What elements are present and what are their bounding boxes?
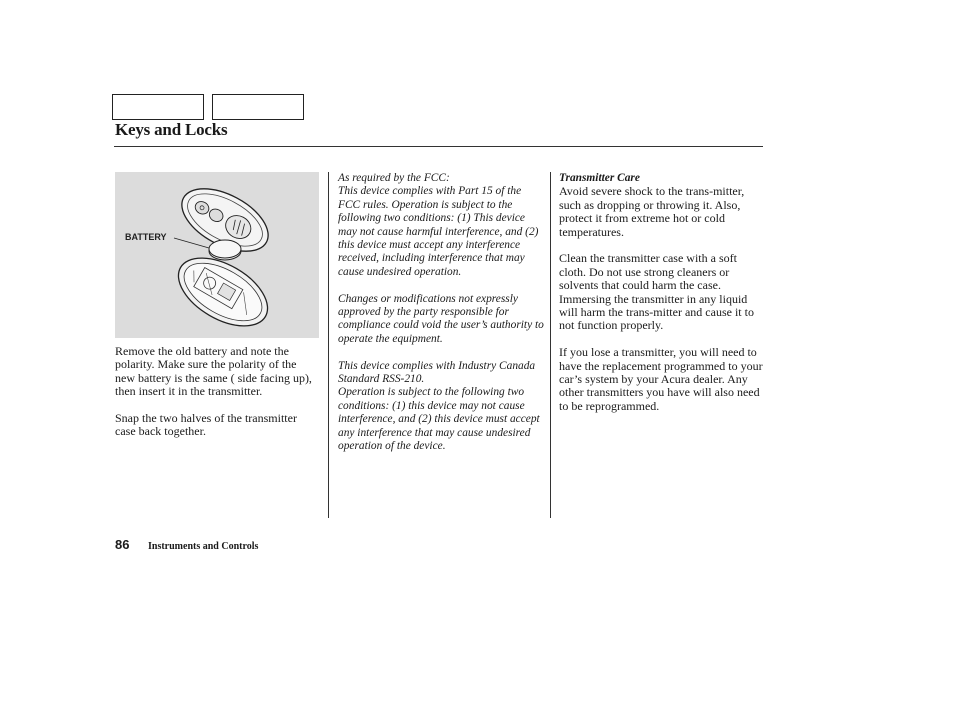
nav-tab-box-1[interactable]	[112, 94, 204, 120]
column-3-transmitter-care	[559, 172, 763, 427]
col2-paragraph: Changes or modifications not expressly approved by the party responsible for compliance could void the user’s authority to operate the equipment.	[338, 292, 544, 345]
column-1	[115, 345, 319, 452]
section-name: Instruments and Controls	[148, 541, 259, 552]
battery-label: BATTERY	[125, 232, 167, 242]
col2-paragraph: As required by the FCC: This device complies with Part 15 of the FCC rules. Operation is subject to the following two conditions: (1) This device may not cause harmful interference, and (2) this device must accept any interference received, including interference that may cause undesired operation.	[338, 172, 539, 278]
section-heading: Transmitter Care	[559, 172, 640, 184]
col3-paragraph: Avoid severe shock to the trans-mitter, such as dropping or throwing it. Also, protect it from extreme hot or cold temperatures.	[559, 184, 745, 239]
column-divider	[328, 172, 329, 518]
title-rule	[114, 146, 763, 147]
nav-tab-box-2[interactable]	[212, 94, 304, 120]
col2-paragraph: This device complies with Industry Canada Standard RSS-210. Operation is subject to the following two conditions: (1) this device may not cause interference, and (2) this device must accept any interference that may cause undesired operation of the device.	[338, 359, 540, 453]
column-divider	[550, 172, 551, 518]
column-2-fcc-notice	[338, 172, 544, 467]
battery-figure	[115, 172, 319, 338]
col1-paragraph: Remove the old battery and note the polarity. Make sure the polarity of the new battery is the same ( side facing up), then insert it in the transmitter.	[115, 344, 312, 399]
page-title: Keys and Locks	[115, 120, 228, 139]
col1-paragraph: Snap the two halves of the transmitter case back together.	[115, 411, 297, 439]
col3-paragraph: If you lose a transmitter, you will need to have the replacement programmed to your car’s system by your Acura dealer. Any other transmitters you have will also need to be reprogrammed.	[559, 345, 763, 413]
key-fob-illustration	[115, 172, 319, 338]
page-number: 86	[115, 537, 130, 552]
col3-paragraph: Clean the transmitter case with a soft cloth. Do not use strong cleaners or solvents that could harm the case. Immersing the transmitter in any liquid will harm the trans-mitter and cause it to not function properly.	[559, 251, 754, 333]
